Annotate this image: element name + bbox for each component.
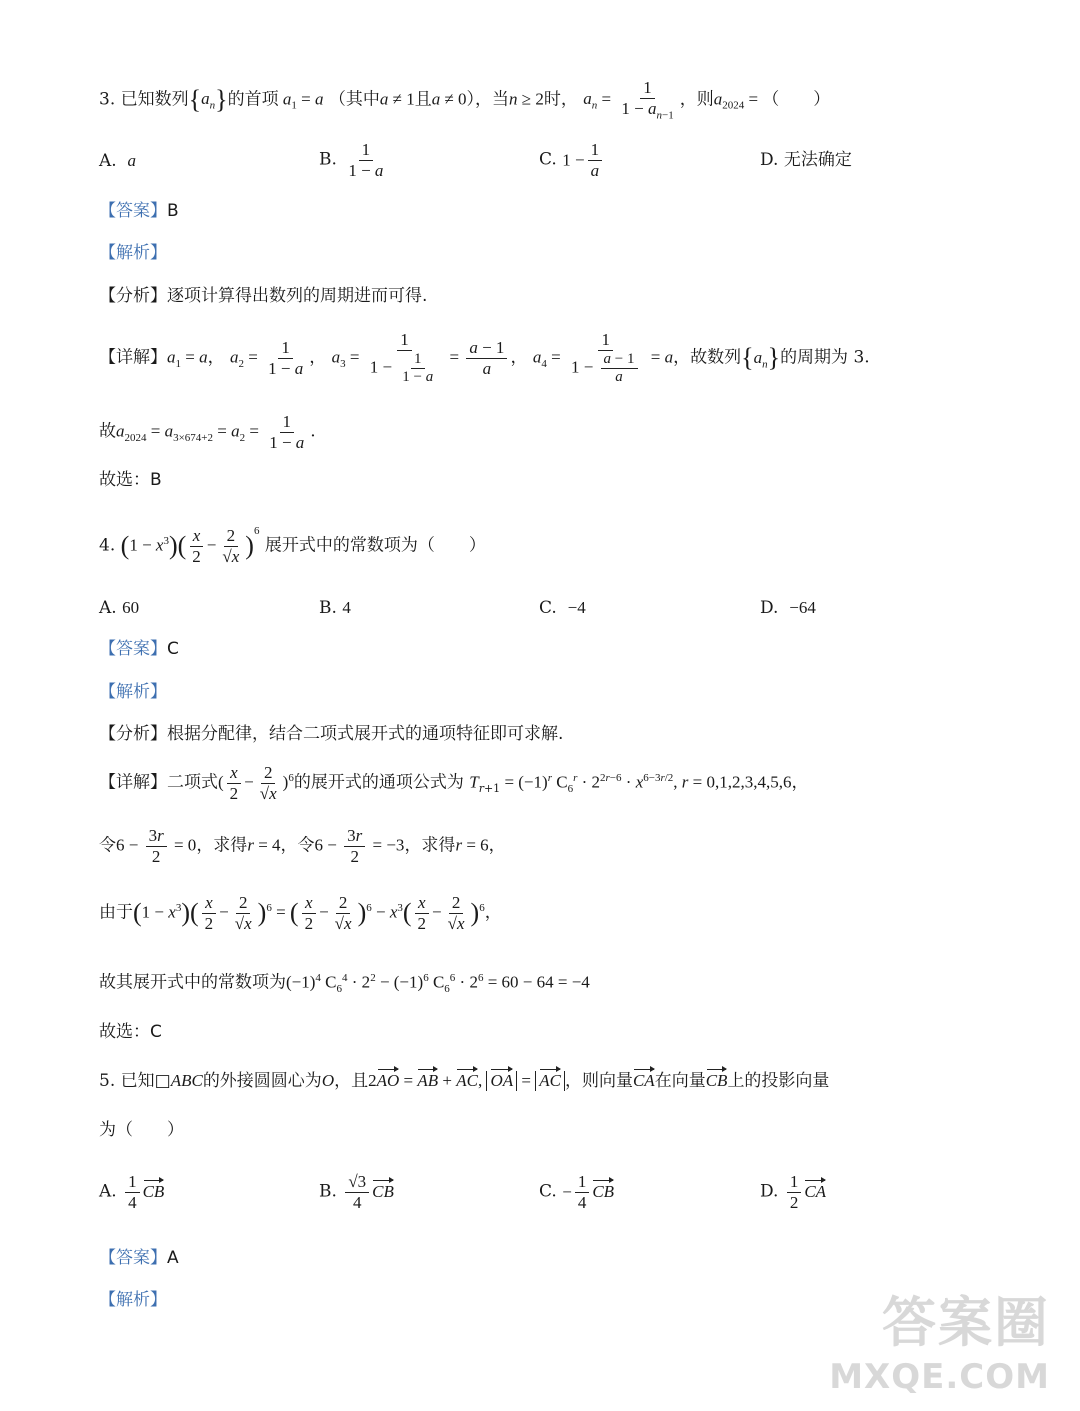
- q3-explain-line: [99, 245, 167, 262]
- q5-option-a: A. $\frac{1}{4}$ CB: [99, 1172, 165, 1212]
- q5-stem: 5. 已知□ABC的外接圆圆心为O，且2AO = AB + AC, OA = AC ，则向量CA在向量CB上的投影向量: [99, 1071, 830, 1091]
- q4-text: 由于: [99, 902, 133, 923]
- q5-text: 上的投影向量: [727, 1071, 830, 1091]
- q3-text: 已知数列: [120, 89, 189, 110]
- q3-text: 且: [414, 89, 432, 110]
- q4-analysis-line: [99, 726, 563, 743]
- q4-text: 的展开式的通项公式为: [293, 772, 464, 793]
- q4-number: 4.: [99, 535, 116, 556]
- q3-option-c: C. 1 − $\frac{1}{a}$: [539, 140, 605, 180]
- q4-detail-line: 【详解】二项式( $\frac{x}{2}$ − $\frac{2}{√x}$ )$^6$的展开式的通项公式为 $T_{r+1} = (-1)^r$ $C_6^r \cdot 2^{2r-6} \cdot x^{6-3r/2}$, r = 0,1,2,3,4,5,6，: [99, 763, 809, 803]
- watermark: [829, 1280, 1050, 1397]
- q4-option-a: A. 60: [99, 598, 140, 618]
- q4-text: 二项式: [167, 772, 218, 793]
- detail-tag: 【详解】: [99, 347, 167, 368]
- q5-answer: A: [167, 1248, 179, 1268]
- q4-text: 故其展开式中的常数项为: [99, 972, 286, 993]
- q3-option-a: A. a: [99, 151, 136, 171]
- q4-answer-line: [99, 641, 179, 658]
- q5-text: 的外接圆圆心为: [202, 1071, 322, 1091]
- q4-result-line: 故其展开式中的常数项为$(-1)^4$ $C_6^4 \cdot 2^2 - (-1)^6$ $C_6^6 \cdot 2^6 = 60 - 64 = -4$: [99, 972, 590, 996]
- q4-text: ，令: [280, 835, 315, 856]
- q3-choose: 故选：B: [99, 470, 162, 490]
- q3-text: ），当: [466, 89, 510, 110]
- triangle-symbol: □: [154, 1071, 171, 1091]
- q3-analysis-line: [99, 288, 427, 305]
- q4-since-line: 由于$(1 - x^3)$( $\frac{x}{2}$ − $\frac{2}{√x}$ )$^6$ = ( $\frac{x}{2}$ − $\frac{2}{√x}$ )$^6 - x^3$( $\frac{x}{2}$ − $\frac{2}{√x}$ )$^6$，: [99, 893, 502, 933]
- q4-option-c: C. −4: [539, 598, 586, 618]
- q5-text: 在向量: [654, 1071, 706, 1091]
- q3-analysis: 逐项计算得出数列的周期进而可得.: [167, 286, 428, 306]
- q3-text: 时，: [543, 89, 578, 110]
- q4-answer: C: [167, 639, 179, 659]
- q3-text: 的周期为 3.: [780, 347, 870, 368]
- answer-tag: 【答案】: [99, 1248, 167, 1268]
- explain-tag: 【解析】: [99, 243, 167, 263]
- q3-answer-line: [99, 203, 179, 220]
- detail-tag: 【详解】: [99, 772, 167, 793]
- q5-option-b: B. $\frac{√3}{4}$ CB: [319, 1172, 394, 1212]
- q4-text: ，求得: [404, 835, 456, 856]
- q5-explain-line: [99, 1292, 167, 1309]
- q3-recursion-fraction: $\frac{1}{1 - a_{n-1}}$: [621, 78, 674, 121]
- q3-blank: （ ）: [762, 89, 831, 110]
- q5-text: ，则向量: [564, 1071, 633, 1091]
- q3-answer: B: [167, 201, 179, 221]
- q3-text: 故: [99, 421, 116, 442]
- q3-option-d: D. 无法确定: [760, 150, 852, 170]
- q4-option-d: D. −64: [760, 598, 816, 618]
- q4-explain-line: [99, 684, 167, 701]
- answer-tag: 【答案】: [99, 639, 167, 659]
- q5-answer-line: [99, 1250, 179, 1267]
- watermark-url: MXQE.COM: [829, 1357, 1050, 1397]
- answer-tag: 【答案】: [99, 201, 167, 221]
- q5-option-d: D. $\frac{1}{2}$ CA: [760, 1172, 827, 1212]
- q3-conclusion-line: 故$a_{2024} = a_{3\times 674+2} = a_2$ = $\frac{1}{1 - a}$ .: [99, 412, 316, 452]
- q3-text: ，则: [679, 89, 714, 110]
- analysis-tag: 【分析】: [99, 724, 167, 744]
- q3-text: 的首项: [227, 89, 279, 110]
- watermark-logo-text: 答案圈: [882, 1291, 1050, 1354]
- q3-text: ，故数列: [673, 347, 742, 368]
- q4-analysis: 根据分配律，结合二项式展开式的通项特征即可求解.: [167, 724, 564, 744]
- explain-tag: 【解析】: [99, 1290, 167, 1310]
- q4-option-b: B. 4: [319, 598, 351, 618]
- q4-solve-line: 令6 − $\frac{3r}{2}$ = 0，求得r = 4，令6 − $\frac{3r}{2}$ = −3，求得r = 6，: [99, 826, 506, 866]
- q3-stem: 3. 已知数列$\{a_n\}$的首项 $a_1 = a$ （其中a ≠ 1且a ≠ 0），当n ≥ 2时， $a_n$ = $\frac{1}{1 - a_{n-1}}$ ，则$a_{2024}$ = （ ）: [99, 78, 831, 121]
- q3-detail-line: 【详解】$a_1 = a$， $a_2$ = $\frac{1}{1 - a}$ ， $a_3$ = 1 1 − $\frac{1}{1 - a}$ = $\frac{a - 1}{a}$ ， $a_4$ = 1 1 − $\frac{a - 1}{a}$ = a，故数列$\{a_n\}$的周期为 3.: [99, 330, 870, 385]
- q4-stem: 4. $(1 - x^3)$( $\frac{x}{2}$ − $\frac{2}{√x}$ )$^6$ 展开式中的常数项为（ ）: [99, 525, 486, 566]
- q5-option-c: C. − $\frac{1}{4}$ CB: [539, 1172, 615, 1212]
- q4-text: ，求得: [196, 835, 248, 856]
- q3-option-b: B. $\frac{1}{1 - a}$: [319, 140, 384, 180]
- q3-text: （其中: [328, 89, 380, 110]
- q3-number: 3.: [99, 89, 116, 110]
- q4-text: 令: [99, 835, 116, 856]
- q5-text: 已知: [120, 1071, 155, 1091]
- explain-tag: 【解析】: [99, 682, 167, 702]
- q4-choose: 故选：C: [99, 1022, 162, 1042]
- q4-text: 展开式中的常数项为（ ）: [264, 535, 486, 556]
- q5-number: 5.: [99, 1071, 116, 1091]
- q5-text: ，且: [334, 1071, 369, 1091]
- q5-stem-line2: 为（ ）: [99, 1120, 184, 1140]
- analysis-tag: 【分析】: [99, 286, 167, 306]
